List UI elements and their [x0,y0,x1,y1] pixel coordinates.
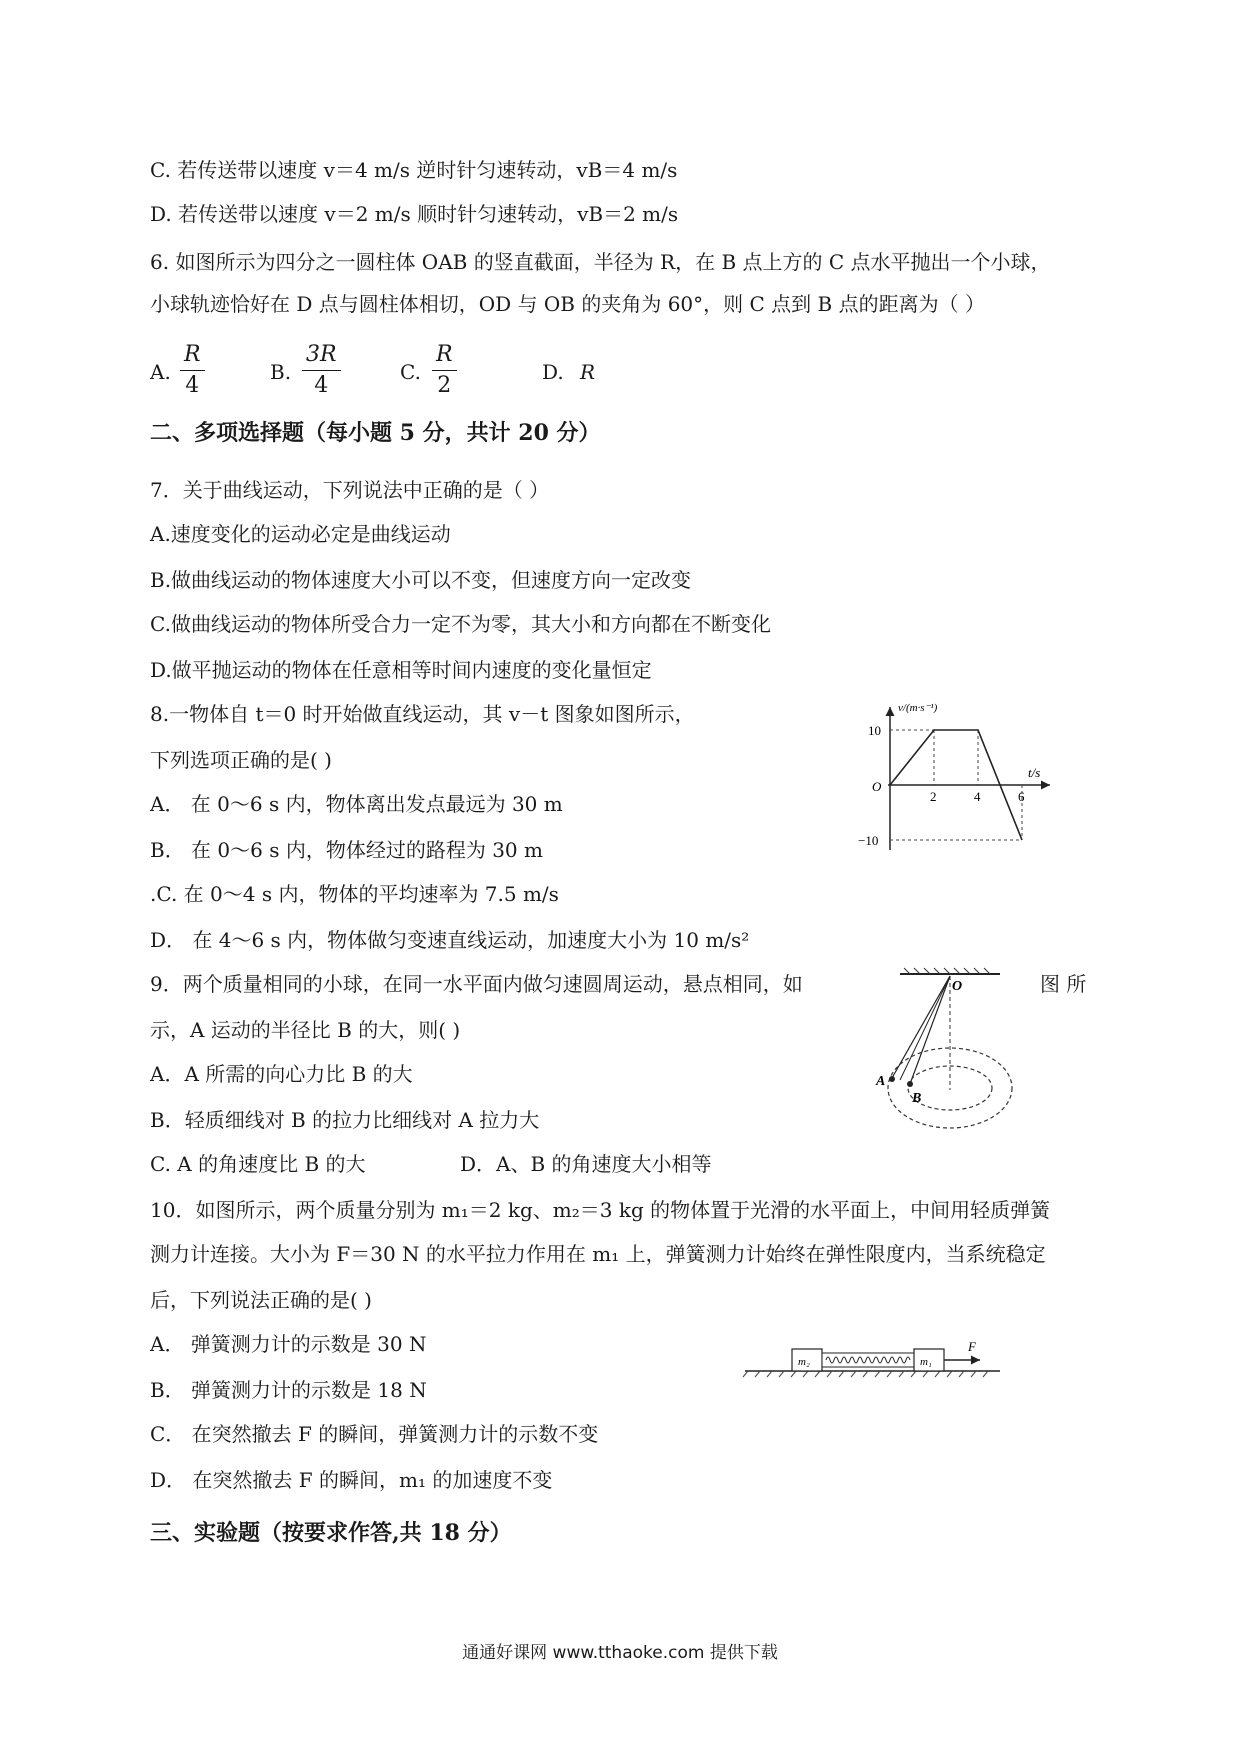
q6-option-a-numerator: R [180,340,205,371]
block-m1-label: m₁ [920,1356,932,1368]
q8-option-c: .C. 在 0～4 s 内，物体的平均速率为 7.5 m/s [150,882,559,906]
spring-scale-body [822,1353,914,1367]
q10-option-b: B． 弹簧测力计的示数是 18 N [150,1378,427,1402]
q6-option-c-fraction [432,340,457,401]
q10-stem-line2: 测力计连接。大小为 F＝30 N 的水平拉力作用在 m₁ 上，弹簧测力计始终在弹性限度内，当系统稳定 [150,1242,1046,1266]
vt-tick-y-neg10: −10 [858,833,879,848]
vt-tick-x-2: 2 [930,789,937,804]
q9-stem-line1-tail: 图 所 [1040,972,1087,996]
q6-option-c-numerator: R [432,340,457,371]
q8-stem-line2: 下列选项正确的是( ) [150,748,332,772]
q9-stem-line1: 9．两个质量相同的小球，在同一水平面内做匀速圆周运动，悬点相同，如 [150,972,803,996]
q10-option-c: C． 在突然撤去 F 的瞬间，弹簧测力计的示数不变 [150,1422,599,1446]
vt-origin-label: O [872,779,882,794]
block-m2-label: m₂ [798,1356,810,1368]
q10-stem-line3: 后，下列说法正确的是( ) [150,1288,372,1312]
q8-stem-line1: 8.一物体自 t＝0 时开始做直线运动，其 v－t 图象如图所示， [150,702,695,726]
q7-option-d: D.做平抛运动的物体在任意相等时间内速度的变化量恒定 [150,658,652,682]
q7-option-c: C.做曲线运动的物体所受合力一定不为零，其大小和方向都在不断变化 [150,612,771,636]
vt-graph [850,695,1060,855]
q9-option-a: A．A 所需的向心力比 B 的大 [150,1062,413,1086]
q8-option-a: A． 在 0～6 s 内，物体离出发点最远为 30 m [150,792,563,816]
vt-xlabel: t/s [1028,765,1041,780]
pivot-o-label: O [952,979,963,994]
section-2-heading: 二、多项选择题（每小题 5 分，共计 20 分） [150,420,601,446]
q5-option-c: C. 若传送带以速度 v＝4 m/s 逆时针匀速转动，vB＝4 m/s [150,158,678,182]
q10-option-a: A． 弹簧测力计的示数是 30 N [150,1332,427,1356]
q6-option-b-numerator: 3R [302,340,341,371]
q7-option-b: B.做曲线运动的物体速度大小可以不变，但速度方向一定改变 [150,568,692,592]
q6-option-a-fraction [180,340,205,401]
q5-option-d: D. 若传送带以速度 v＝2 m/s 顺时针匀速转动，vB＝2 m/s [150,202,679,226]
q6-option-d-value: R [580,360,596,384]
q8-option-b: B． 在 0～6 s 内，物体经过的路程为 30 m [150,838,543,862]
q6-option-b-fraction [302,340,341,401]
q6-option-a-denominator: 4 [185,373,200,398]
string-b [910,976,950,1084]
q8-option-d: D． 在 4～6 s 内，物体做匀变速直线运动，加速度大小为 10 m/s² [150,928,750,952]
q7-stem: 7．关于曲线运动，下列说法中正确的是（ ） [150,478,550,502]
vt-tick-y-10: 10 [868,723,881,738]
q6-option-a-label: A. [150,360,171,384]
section-3-heading: 三、实验题（按要求作答,共 18 分） [150,1520,512,1546]
force-label: F [968,1339,976,1354]
q6-stem-line1: 6. 如图所示为四分之一圆柱体 OAB 的竖直截面，半径为 R，在 B 点上方的 C 点水平抛出一个小球， [150,250,1051,274]
footer-credit: 通通好课网 www.tthaoke.com 提供下载 [462,1643,778,1663]
ball-a [889,1076,895,1082]
q6-option-b-denominator: 4 [314,373,329,398]
q6-option-c-label: C. [400,360,421,384]
conical-pendulum-figure [870,960,1020,1145]
q6-option-c-denominator: 2 [437,373,452,398]
q6-stem-line2: 小球轨迹恰好在 D 点与圆柱体相切，OD 与 OB 的夹角为 60°，则 C 点到 B 点的距离为（ ） [150,292,985,316]
q9-option-c: C. A 的角速度比 B 的大 [150,1152,366,1176]
ball-b-label: B [912,1091,922,1106]
q9-option-b: B．轻质细线对 B 的拉力比细线对 A 拉力大 [150,1108,540,1132]
ball-b [907,1081,913,1087]
vt-ylabel: v/(m·s⁻¹) [898,702,938,714]
q9-option-d: D．A、B 的角速度大小相等 [460,1152,712,1176]
vt-tick-x-4: 4 [974,789,981,804]
ball-a-label: A [876,1074,886,1089]
q10-option-d: D． 在突然撤去 F 的瞬间，m₁ 的加速度不变 [150,1468,553,1492]
q9-stem-line2: 示，A 运动的半径比 B 的大，则( ) [150,1018,461,1042]
string-extra [900,976,950,1080]
q10-stem-line1: 10．如图所示，两个质量分别为 m₁＝2 kg、m₂＝3 kg 的物体置于光滑的水平面上，中间用轻质弹簧 [150,1198,1051,1222]
q6-option-b-label: B. [270,360,292,384]
q6-option-d-label: D. [542,360,564,384]
spring-scale-figure [740,1335,1010,1383]
vt-tick-x-6: 6 [1018,789,1025,804]
q7-option-a: A.速度变化的运动必定是曲线运动 [150,522,451,546]
string-a [892,976,950,1078]
